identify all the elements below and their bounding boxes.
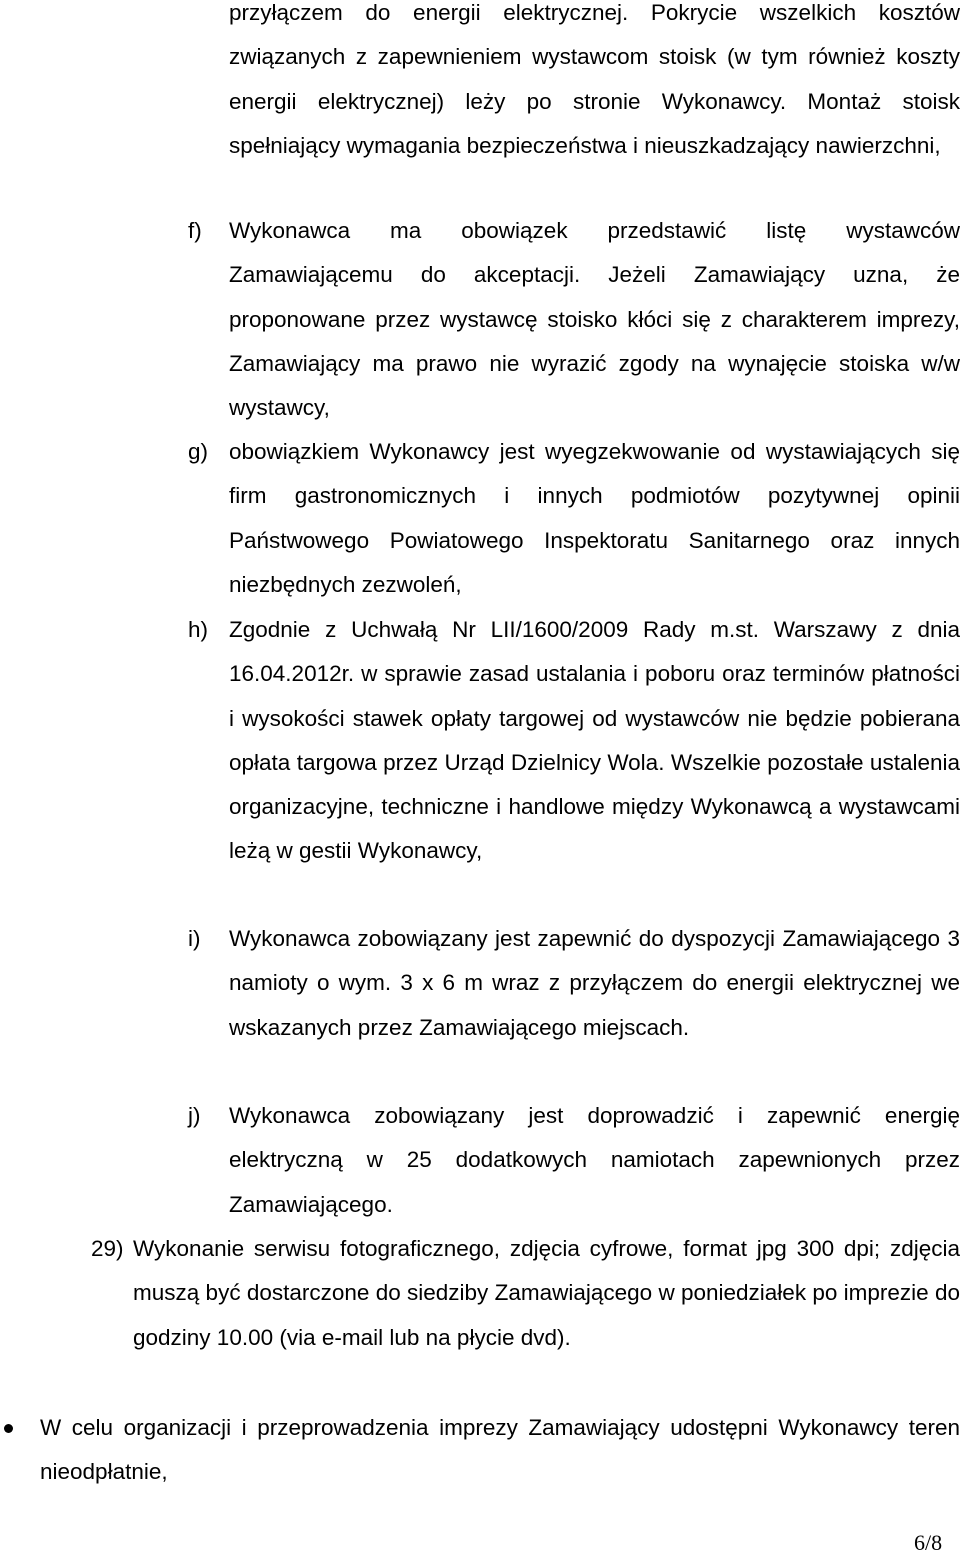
subitem-g-label: g) bbox=[188, 439, 209, 464]
subitem-h bbox=[229, 608, 960, 874]
item-29-text: Wykonanie serwisu fotograficznego, zdjęcia cyfrowe, format jpg 300 dpi; zdjęcia muszą być dostarczone do siedziby Zamawiającego w poniedziałek po imprezie do godziny 10.00 (via e-mail lub na płycie dvd). bbox=[133, 1236, 960, 1350]
bullet-paragraph bbox=[40, 1406, 960, 1495]
subitem-j-text: Wykonawca zobowiązany jest doprowadzić i zapewnić energię elektryczną w 25 dodatkowych namiotach zapewnionych przez Zamawiającego. bbox=[229, 1103, 960, 1217]
subitem-f-label: f) bbox=[188, 218, 202, 243]
item-29-label: 29) bbox=[91, 1236, 124, 1261]
item-29 bbox=[133, 1227, 960, 1360]
subitem-e-text: przyłączem do energii elektrycznej. Pokrycie wszelkich kosztów związanych z zapewnieniem wystawcom stoisk (w tym również koszty energii elektrycznej) leży po stronie Wykonawcy. Montaż stoisk spełniający wymagania bezpieczeństwa i nieuszkadzający nawierzchni, bbox=[229, 0, 960, 158]
subitem-j bbox=[229, 1094, 960, 1227]
bullet-icon bbox=[4, 1424, 13, 1433]
subitem-e-continuation bbox=[229, 0, 960, 168]
subitem-i-label: i) bbox=[188, 926, 201, 951]
page-number: 6/8 bbox=[914, 1530, 943, 1555]
subitem-h-text: Zgodnie z Uchwałą Nr LII/1600/2009 Rady m.st. Warszawy z dnia 16.04.2012r. w sprawie zasad ustalania i poboru oraz terminów płatności i wysokości stawek opłaty targowej od wystawców nie będzie pobierana opłata targowa przez Urząd Dzielnicy Wola. Wszelkie pozostałe ustalenia organizacyjne, techniczne i handlowe między Wykonawcą a wystawcami leżą w gestii Wykonawcy, bbox=[229, 617, 960, 864]
subitem-f-text: Wykonawca ma obowiązek przedstawić listę wystawców Zamawiającemu do akceptacji. Jeżeli Zamawiający uzna, że proponowane przez wystawcę stoisko kłóci się z charakterem imprezy, Zamawiający ma prawo nie wyrazić zgody na wynajęcie stoiska w/w wystawcy, bbox=[229, 218, 960, 421]
bullet-text: W celu organizacji i przeprowadzenia imprezy Zamawiający udostępni Wykonawcy teren nieodpłatnie, bbox=[40, 1415, 960, 1485]
subitem-i-text: Wykonawca zobowiązany jest zapewnić do dyspozycji Zamawiającego 3 namioty o wym. 3 x 6 m wraz z przyłączem do energii elektrycznej we wskazanych przez Zamawiającego miejscach. bbox=[229, 926, 960, 1040]
subitem-i bbox=[229, 917, 960, 1050]
subitem-h-label: h) bbox=[188, 617, 209, 642]
subitem-f bbox=[229, 209, 960, 430]
subitem-j-label: j) bbox=[188, 1103, 201, 1128]
subitem-g-text: obowiązkiem Wykonawcy jest wyegzekwowanie od wystawiających się firm gastronomicznych i innych podmiotów pozytywnej opinii Państwowego Powiatowego Inspektoratu Sanitarnego oraz innych niezbędnych zezwoleń, bbox=[229, 439, 960, 597]
subitem-g bbox=[229, 430, 960, 607]
